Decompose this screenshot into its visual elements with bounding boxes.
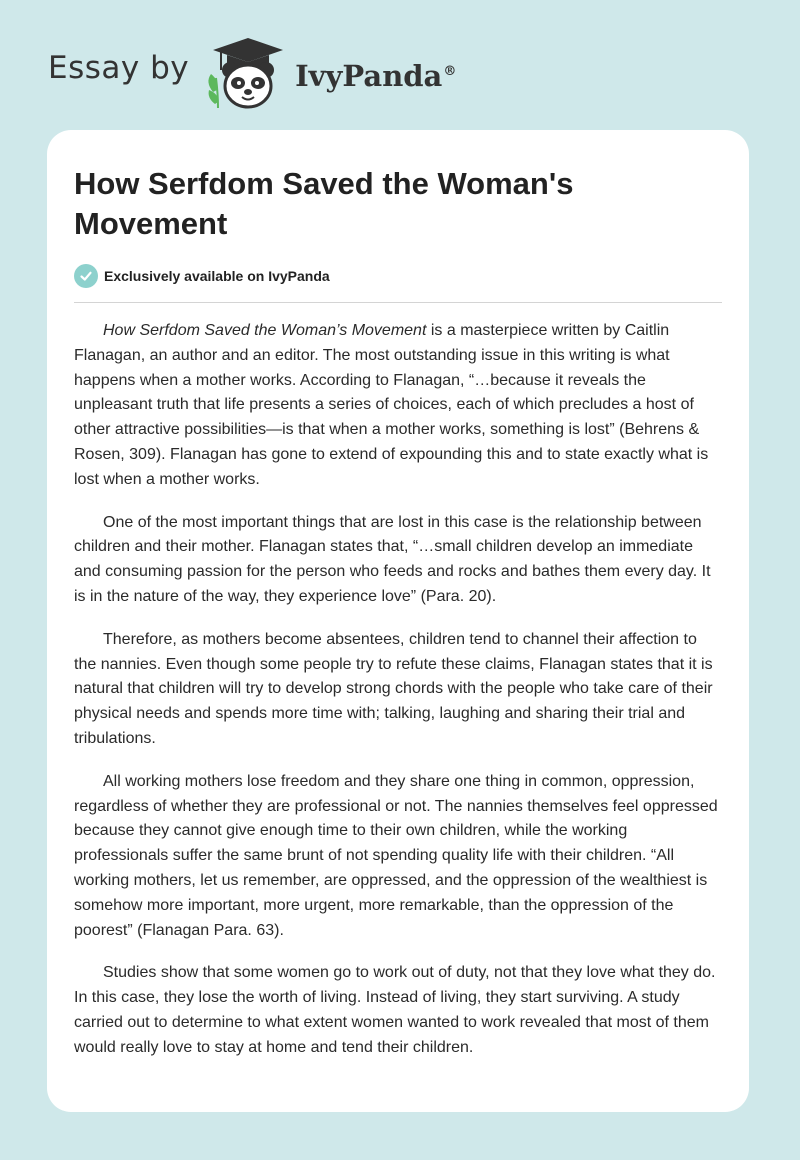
essay-card bbox=[47, 130, 749, 1112]
site-header bbox=[48, 34, 456, 114]
brand-name[interactable]: IvyPanda® bbox=[295, 59, 457, 93]
panda-logo-icon[interactable] bbox=[203, 34, 293, 114]
check-icon bbox=[74, 264, 98, 288]
paragraph: Therefore, as mothers become absentees, children tend to channel their affection to the nannies. Even though some people try to refute these claims, Flanagan states that it is natural that children will try to develop strong chords with the people who take care of their physical needs and spends more time with; talking, laughing and sharing their trial and tribulations. bbox=[74, 630, 713, 747]
essay-body bbox=[74, 319, 722, 1061]
essay-title-italic: How Serfdom Saved the Woman’s Movement bbox=[103, 322, 427, 339]
paragraph: Studies show that some women go to work out of duty, not that they love what they do. In this case, they lose the worth of living. Instead of living, they start surviving. A study carried out to determine to what extent women wanted to work revealed that most of them would really love to stay at home and tend their children. bbox=[74, 964, 716, 1056]
paragraph: How Serfdom Saved the Woman’s Movement is a masterpiece written by Caitlin Flanagan, an author and an editor. The most outstanding issue in this writing is what happens when a mother works. According to Flanagan, “…because it reveals the unpleasant truth that life presents a series of choices, each of which precludes a host of other attractive possibilities—is that when a mother works, something is lost” (Behrens & Rosen, 309). Flanagan has gone to extend of expounding this and to state exactly what is lost when a mother works. bbox=[74, 322, 709, 488]
brand-prefix: Essay by bbox=[48, 50, 190, 86]
paragraph: All working mothers lose freedom and they share one thing in common, oppression, regardless of whether they are professional or not. The nannies themselves feel oppressed because they cannot give enough time to their own children, while the working professionals suffer the same brunt of not spending quality life with their children. “All working mothers, let us remember, are oppressed, and the oppression of the wealthiest is somehow more important, more urgent, more remarkable, than the oppression of the poorest” (Flanagan Para. 63). bbox=[74, 772, 718, 939]
exclusive-badge bbox=[74, 264, 722, 303]
paragraph: One of the most important things that are lost in this case is the relationship between children and their mother. Flanagan states that, “…small children develop an immediate and consuming passion for the person who feeds and rocks and bathes them every day. It is in the nature of the way, they experience love” (Para. 20). bbox=[74, 513, 711, 605]
page-title: How Serfdom Saved the Woman's Movement bbox=[74, 166, 574, 241]
badge-label: Exclusively available on IvyPanda bbox=[104, 268, 330, 284]
registered-mark: ® bbox=[443, 64, 457, 80]
